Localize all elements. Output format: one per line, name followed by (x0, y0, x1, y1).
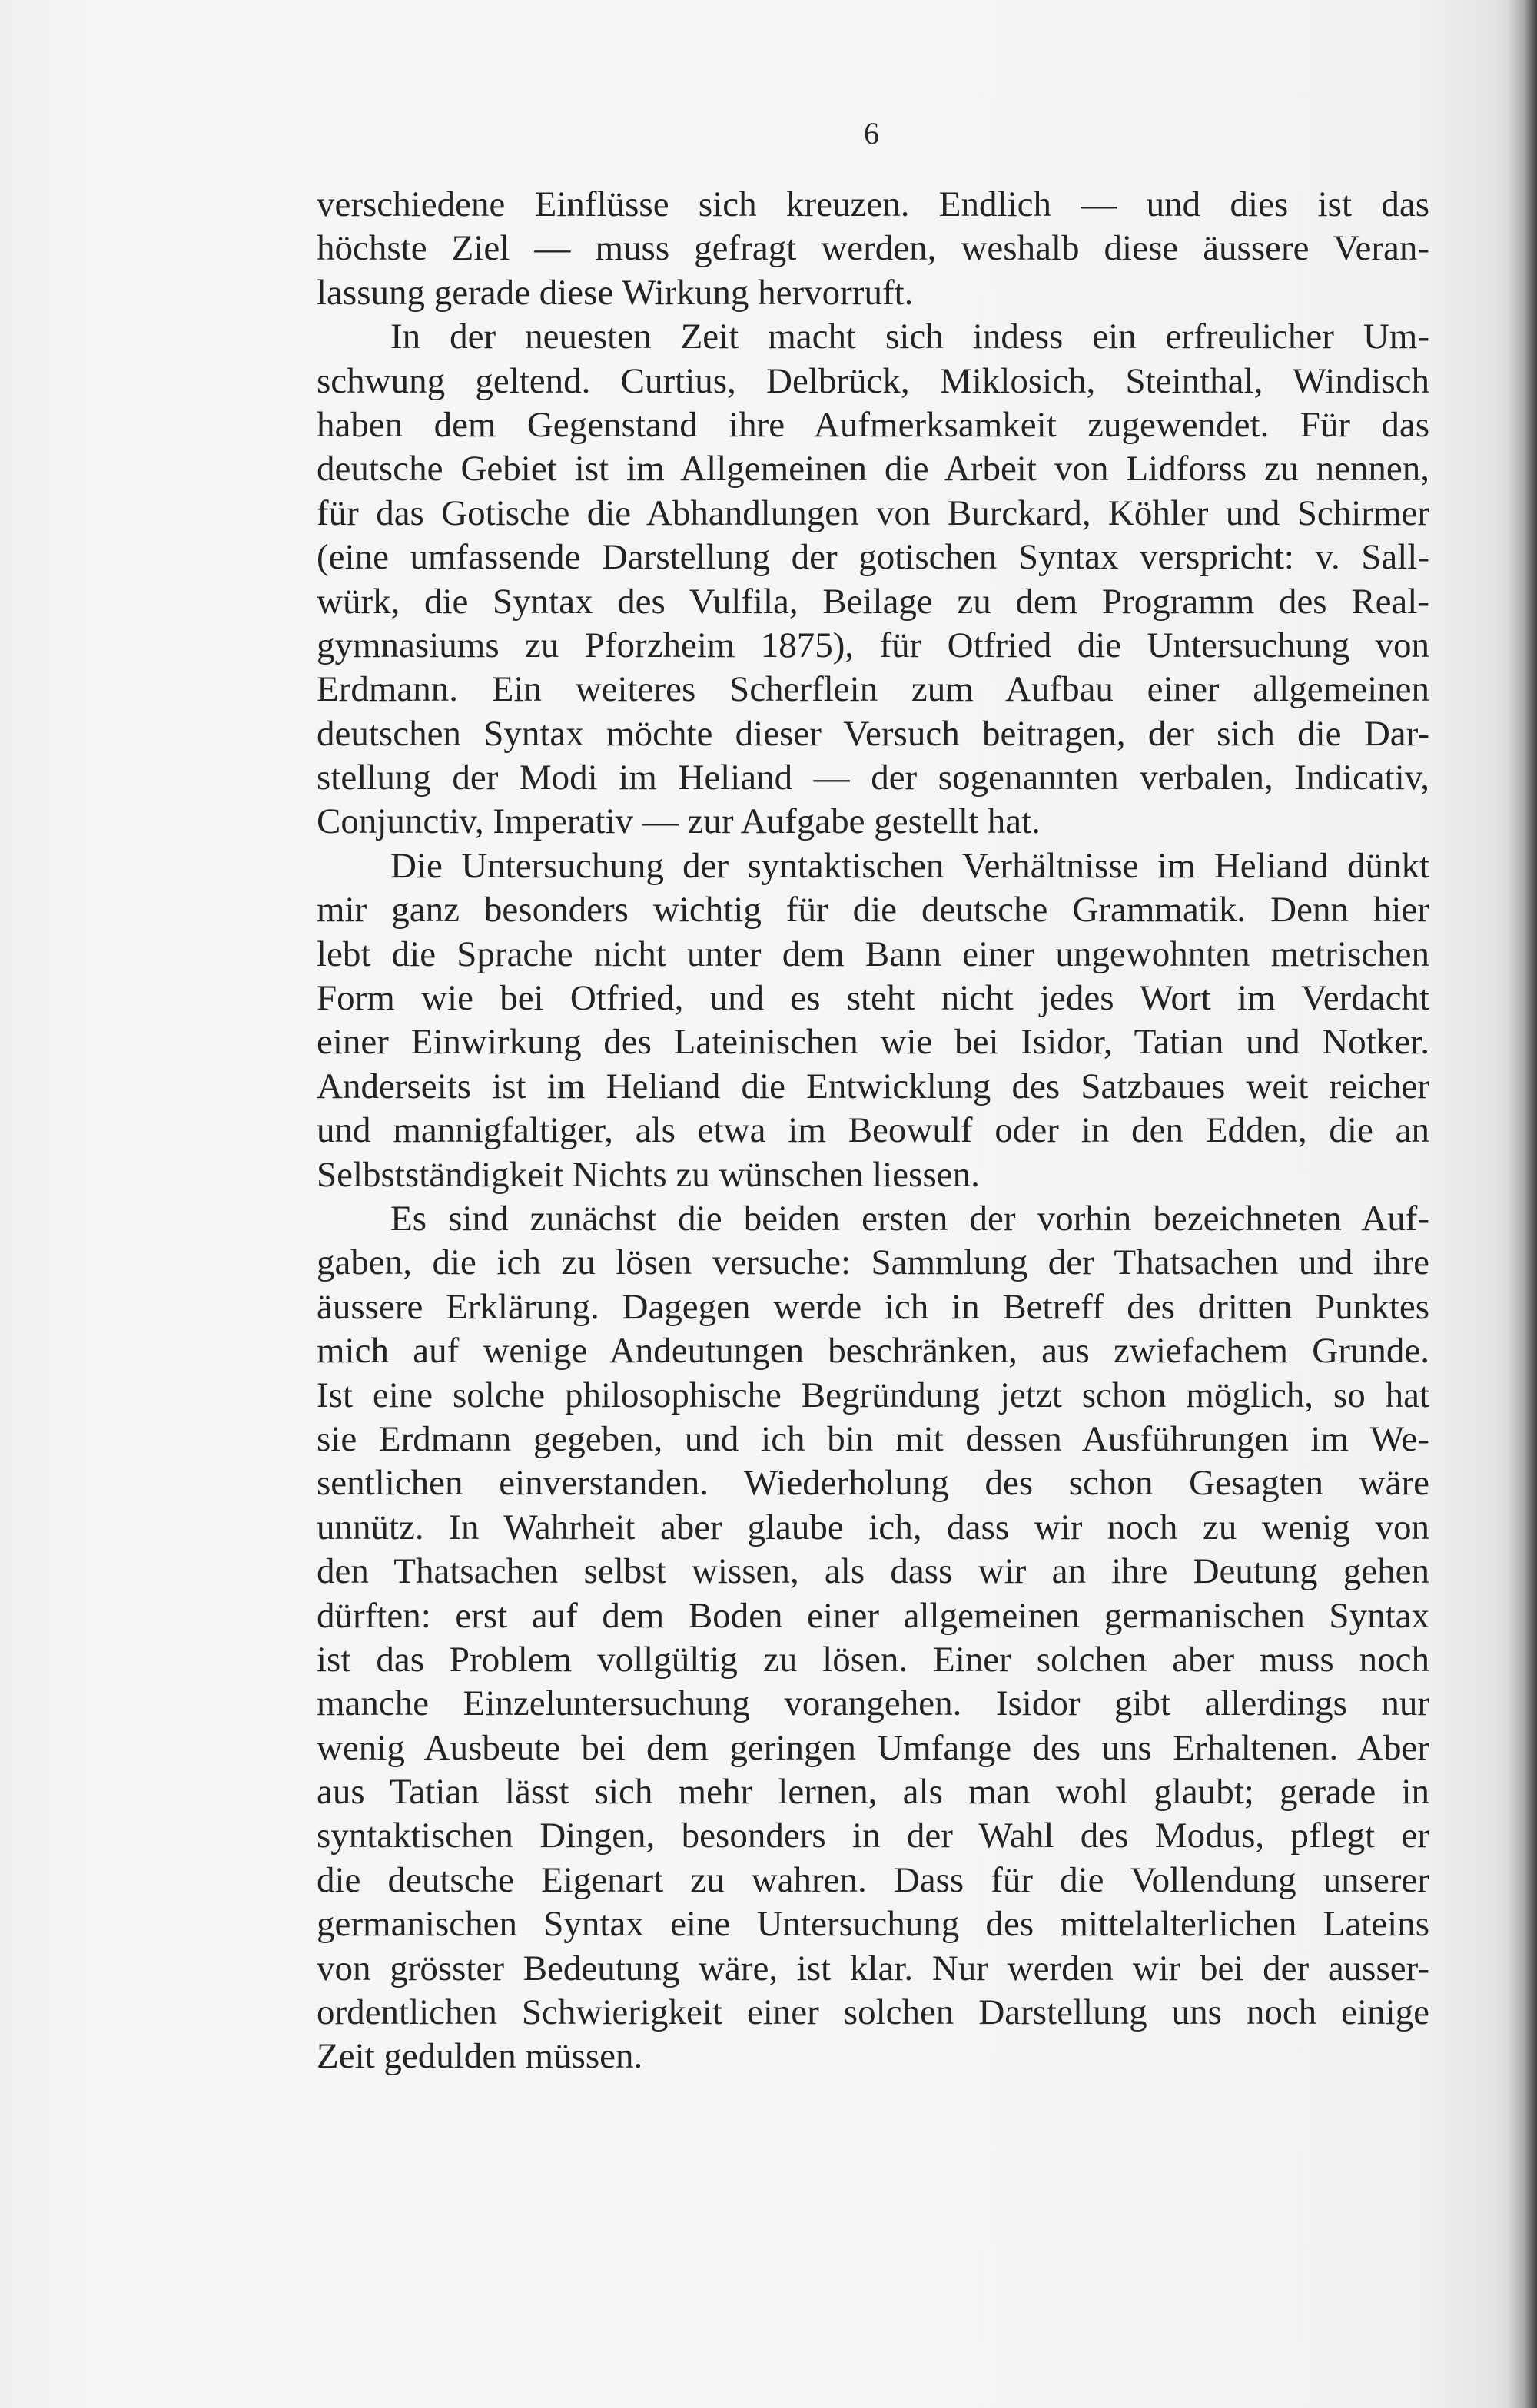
text-line: würk, die Syntax des Vulfila, Beilage zu dem Programm des Real- (317, 581, 1429, 622)
text-line: höchste Ziel — muss gefragt werden, weshalb diese äussere Veran- (317, 228, 1429, 269)
text-line: die deutsche Eigenart zu wahren. Dass für die Vollendung unserer (317, 1859, 1429, 1900)
text-line: Es sind zunächst die beiden ersten der vorhin bezeichneten Auf- (390, 1198, 1429, 1239)
text-line: Form wie bei Otfried, und es steht nicht jedes Wort im Verdacht (317, 978, 1429, 1019)
text-line: (eine umfassende Darstellung der gotischen Syntax verspricht: v. Sall- (317, 537, 1429, 578)
text-line: Selbstständigkeit Nichts zu wünschen liessen. (317, 1154, 980, 1195)
text-line: aus Tatian lässt sich mehr lernen, als man wohl glaubt; gerade in (317, 1772, 1429, 1813)
text-line: deutsche Gebiet ist im Allgemeinen die Arbeit von Lidforss zu nennen, (317, 449, 1429, 489)
page-number: 6 (864, 116, 879, 151)
text-line: Zeit gedulden müssen. (317, 2036, 643, 2077)
text-line: syntaktischen Dingen, besonders in der Wahl des Modus, pflegt er (317, 1816, 1429, 1856)
paragraph (317, 315, 1429, 844)
text-line: und mannigfaltiger, als etwa im Beowulf oder in den Edden, die an (317, 1110, 1429, 1151)
text-line: lebt die Sprache nicht unter dem Bann einer ungewohnten metrischen (317, 934, 1429, 974)
text-line: mir ganz besonders wichtig für die deutsche Grammatik. Denn hier (317, 890, 1429, 930)
text-line: sie Erdmann gegeben, und ich bin mit dessen Ausführungen im We- (317, 1418, 1429, 1459)
text-line: ordentlichen Schwierigkeit einer solchen Darstellung uns noch einige (317, 1992, 1429, 2033)
text-line: Erdmann. Ein weiteres Scherflein zum Aufbau einer allgemeinen (317, 669, 1429, 710)
paragraph (317, 1197, 1429, 2079)
text-line: lassung gerade diese Wirkung hervorruft. (317, 272, 914, 313)
binding-edge-shadow (1508, 0, 1537, 2408)
text-line: manche Einzeluntersuchung vorangehen. Isidor gibt allerdings nur (317, 1683, 1429, 1724)
body-text (317, 183, 1429, 2079)
text-line: unnütz. In Wahrheit aber glaube ich, dass wir noch zu wenig von (317, 1507, 1429, 1547)
text-line: Conjunctiv, Imperativ — zur Aufgabe gestellt hat. (317, 801, 1041, 842)
text-line: Anderseits ist im Heliand die Entwicklung des Satzbaues weit reicher (317, 1066, 1429, 1106)
text-line: Ist eine solche philosophische Begründung jetzt schon möglich, so hat (317, 1375, 1429, 1415)
text-line: dürften: erst auf dem Boden einer allgemeinen germanischen Syntax (317, 1595, 1429, 1636)
text-line: stellung der Modi im Heliand — der sogenannten verbalen, Indicativ, (317, 758, 1429, 798)
text-line: von grösster Bedeutung wäre, ist klar. Nur werden wir bei der ausser- (317, 1948, 1429, 1988)
text-line: germanischen Syntax eine Untersuchung des mittelalterlichen Lateins (317, 1904, 1429, 1945)
paragraph (317, 844, 1429, 1197)
paragraph (317, 183, 1429, 315)
text-line: den Thatsachen selbst wissen, als dass wir an ihre Deutung gehen (317, 1551, 1429, 1592)
text-line: Die Untersuchung der syntaktischen Verhältnisse im Heliand dünkt (390, 845, 1429, 886)
text-line: haben dem Gegenstand ihre Aufmerksamkeit zugewendet. Für das (317, 404, 1429, 445)
text-line: für das Gotische die Abhandlungen von Burckard, Köhler und Schirmer (317, 493, 1429, 533)
text-line: In der neuesten Zeit macht sich indess ein erfreulicher Um- (390, 317, 1429, 357)
text-line: einer Einwirkung des Lateinischen wie bei Isidor, Tatian und Notker. (317, 1022, 1429, 1063)
text-line: gymnasiums zu Pforzheim 1875), für Otfried die Untersuchung von (317, 625, 1429, 665)
text-line: sentlichen einverstanden. Wiederholung des schon Gesagten wäre (317, 1463, 1429, 1504)
text-line: mich auf wenige Andeutungen beschränken, aus zwiefachem Grunde. (317, 1331, 1429, 1371)
text-line: verschiedene Einflüsse sich kreuzen. Endlich — und dies ist das (317, 184, 1429, 224)
text-line: deutschen Syntax möchte dieser Versuch beitragen, der sich die Dar- (317, 713, 1429, 754)
text-line: wenig Ausbeute bei dem geringen Umfange des uns Erhaltenen. Aber (317, 1727, 1429, 1768)
text-line: schwung geltend. Curtius, Delbrück, Miklosich, Steinthal, Windisch (317, 360, 1429, 401)
text-line: äussere Erklärung. Dagegen werde ich in Betreff des dritten Punktes (317, 1286, 1429, 1327)
text-line: gaben, die ich zu lösen versuche: Sammlung der Thatsachen und ihre (317, 1242, 1429, 1283)
text-line: ist das Problem vollgültig zu lösen. Einer solchen aber muss noch (317, 1639, 1429, 1680)
